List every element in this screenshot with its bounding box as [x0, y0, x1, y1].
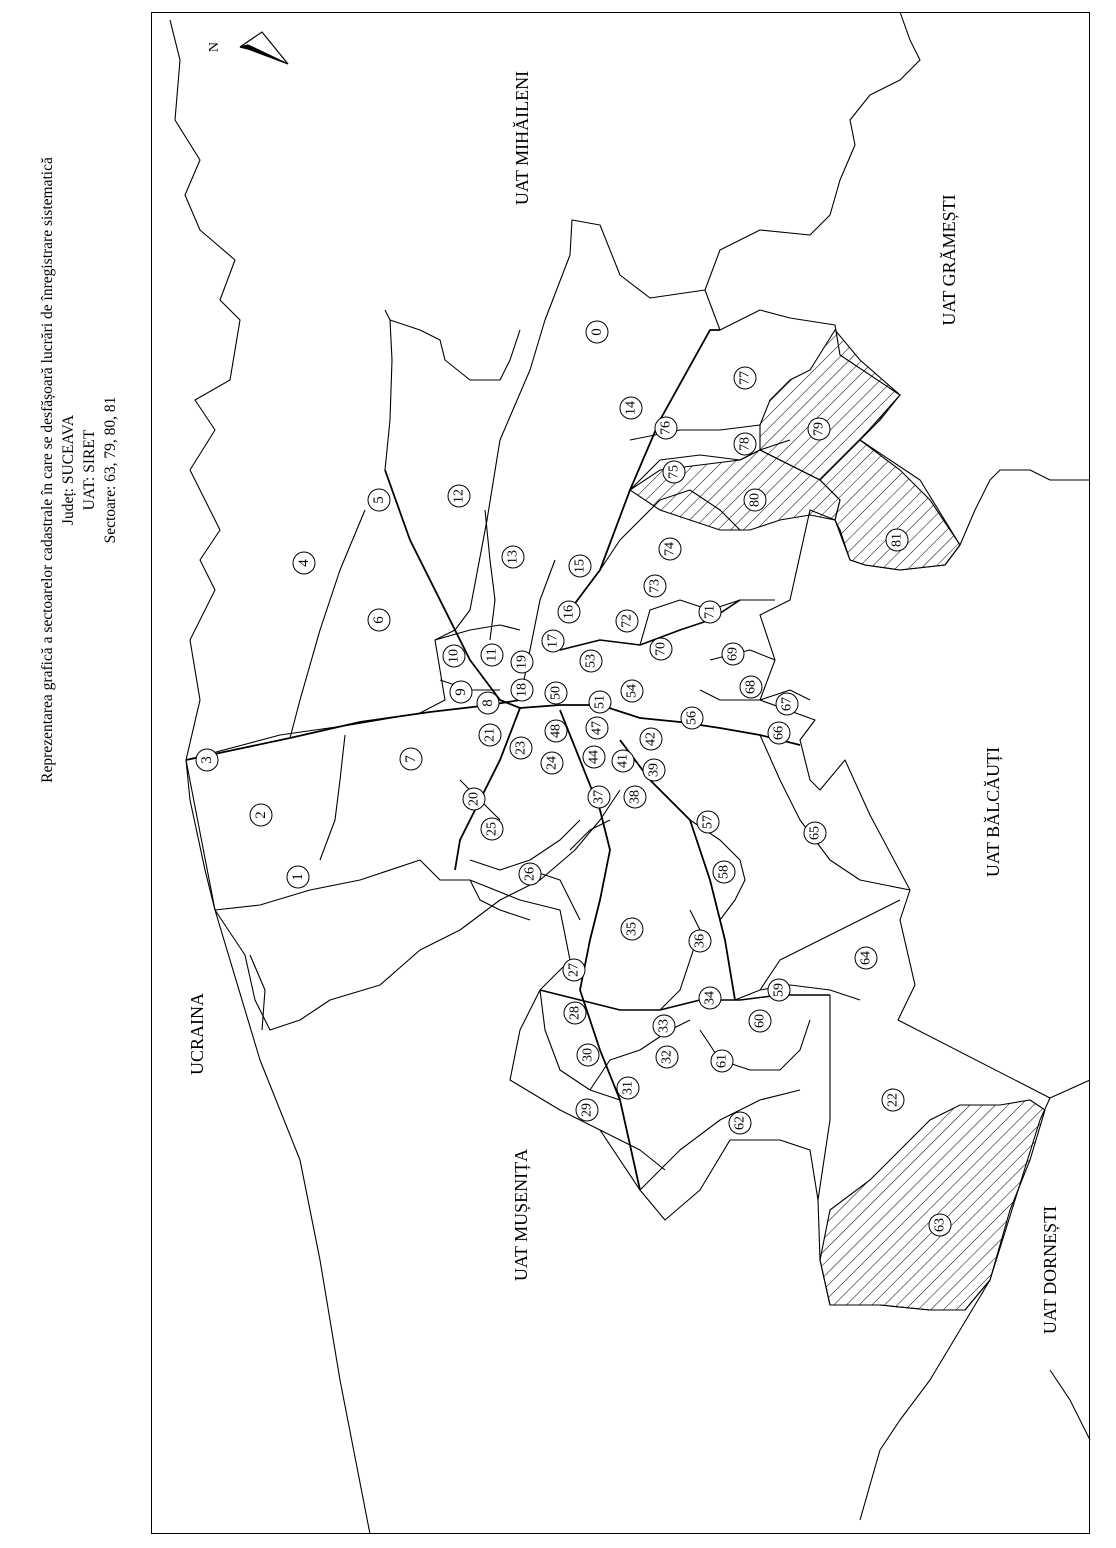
sector-number: 59 [771, 983, 787, 997]
sector-marker-78 [734, 433, 756, 455]
sector-marker-30 [577, 1044, 599, 1066]
sector-marker-20 [463, 788, 485, 810]
sector-marker-60 [749, 1010, 771, 1032]
sector-number: 4 [296, 559, 312, 567]
sector-marker-8 [477, 692, 499, 714]
label-mihaileni: UAT MIHĂILENI [512, 70, 532, 206]
sector-number: 68 [743, 680, 759, 694]
label-balcauti: UAT BĂLCĂUȚI [983, 746, 1003, 878]
sector-marker-21 [479, 724, 501, 746]
sector-63-area [820, 1100, 1045, 1310]
sector-marker-19 [511, 651, 533, 673]
sector-number: 23 [513, 741, 529, 755]
sector-number: 33 [656, 1019, 672, 1033]
sector-boundary [760, 900, 900, 990]
north-label: N [207, 41, 222, 53]
sector-boundary [760, 735, 910, 890]
label-dornesti: UAT DORNEȘTI [1040, 1205, 1060, 1335]
sector-number: 11 [484, 648, 500, 662]
sector-marker-48 [545, 720, 567, 742]
sector-marker-1 [287, 866, 309, 888]
river-siret-2 [250, 955, 265, 1030]
sector-number: 81 [889, 533, 905, 547]
mihaileni-gramesti-border [705, 12, 920, 290]
sector-number: 76 [658, 421, 674, 435]
sector-number: 54 [624, 684, 640, 698]
header-uat: UAT: SIRET [81, 429, 98, 511]
sector-marker-32 [656, 1046, 678, 1068]
sector-marker-5 [368, 489, 390, 511]
label-musenita: UAT MUȘENIȚA [511, 1148, 531, 1282]
sector-number: 8 [480, 699, 496, 707]
sector-marker-16 [558, 601, 580, 623]
sector-marker-74 [659, 538, 681, 560]
sector-marker-15 [569, 555, 591, 577]
sector-marker-37 [588, 786, 610, 808]
sector-number: 65 [807, 826, 823, 840]
sector-marker-71 [699, 601, 721, 623]
sector-marker-14 [620, 397, 642, 419]
sector-number: 70 [653, 642, 669, 656]
sector-boundary [600, 1130, 665, 1170]
sector-number: 77 [737, 371, 753, 385]
sector-number: 3 [199, 756, 215, 764]
sector-number: 78 [737, 437, 753, 451]
sector-marker-39 [643, 759, 665, 781]
sector-marker-42 [640, 728, 662, 750]
sector-marker-58 [713, 861, 735, 883]
ukraine-border-south [186, 760, 370, 1534]
sector-number: 35 [624, 922, 640, 936]
sector-number: 47 [589, 721, 605, 735]
sector-marker-54 [621, 680, 643, 702]
sector-number: 30 [580, 1048, 596, 1062]
header-sectors: Sectoare: 63, 79, 80, 81 [102, 396, 119, 544]
dornesti-border-2 [860, 1280, 990, 1520]
sector-number: 50 [548, 686, 564, 700]
sector-marker-22 [882, 1089, 904, 1111]
sector-number: 73 [647, 579, 663, 593]
sector-marker-25 [481, 818, 503, 840]
sector-number: 53 [583, 654, 599, 668]
sector-number: 36 [692, 934, 708, 948]
sector-number: 14 [623, 401, 639, 415]
sector-marker-56 [681, 707, 703, 729]
sector-number: 29 [579, 1103, 595, 1117]
sector-number: 58 [716, 865, 732, 879]
sector-number: 16 [561, 605, 577, 619]
header-county: Județ: SUCEAVA [60, 414, 77, 526]
sector-number: 74 [662, 542, 678, 556]
sector-marker-59 [768, 979, 790, 1001]
sector-number: 62 [732, 1116, 748, 1130]
sector-number: 80 [747, 493, 763, 507]
sector-marker-53 [580, 650, 602, 672]
sector-number: 32 [659, 1050, 675, 1064]
sector-marker-76 [655, 417, 677, 439]
sector-boundary [485, 510, 495, 640]
sector-number: 17 [545, 634, 561, 648]
sector-number: 0 [589, 328, 605, 336]
sector-marker-18 [511, 679, 533, 701]
sector-marker-47 [586, 717, 608, 739]
sector-boundary [390, 320, 520, 380]
sector-marker-69 [722, 643, 744, 665]
sector-boundary [290, 510, 365, 738]
sector-number: 71 [702, 605, 718, 619]
sector-boundary [320, 735, 345, 860]
sector-number: 22 [885, 1093, 901, 1107]
sector-marker-66 [768, 722, 790, 744]
sector-boundary [818, 995, 830, 1200]
sector-number: 1 [290, 873, 306, 881]
sector-marker-72 [616, 610, 638, 632]
sector-number: 21 [482, 728, 498, 742]
sector-number: 66 [771, 726, 787, 740]
sector-number: 60 [752, 1014, 768, 1028]
dornesti-border [1050, 1080, 1090, 1098]
sector-marker-17 [542, 630, 564, 652]
sector-marker-80 [744, 489, 766, 511]
sector-number: 61 [714, 1054, 730, 1068]
sector-number: 12 [451, 489, 467, 503]
sector-marker-13 [502, 546, 524, 568]
sector-number: 64 [858, 951, 874, 965]
sector-marker-28 [564, 1002, 586, 1024]
header-title: Reprezentarea grafică a sectoarelor cadastrale în care se desfășoară lucrări de înregistrare sistematică [39, 157, 56, 783]
sector-marker-38 [624, 786, 646, 808]
sector-marker-2 [250, 804, 272, 826]
sector-marker-3 [196, 749, 218, 771]
sector-number: 57 [700, 815, 716, 829]
sector-number: 20 [466, 792, 482, 806]
sector-marker-44 [583, 746, 605, 768]
sector-marker-11 [481, 644, 503, 666]
sector-number: 10 [446, 649, 462, 663]
sector-marker-33 [653, 1015, 675, 1037]
sector-number: 19 [514, 655, 530, 669]
sector-number: 2 [253, 811, 269, 819]
sector-number: 67 [779, 697, 795, 711]
sector-number: 28 [567, 1006, 583, 1020]
sector-boundary [660, 910, 700, 1010]
sector-marker-0 [586, 321, 608, 343]
ukraine-border [170, 20, 240, 760]
sector-marker-67 [776, 693, 798, 715]
sector-number: 75 [666, 465, 682, 479]
sector-marker-10 [443, 645, 465, 667]
sector-number: 79 [811, 422, 827, 436]
sector-marker-68 [740, 676, 762, 698]
sector-number: 38 [627, 790, 643, 804]
label-ucraina: UCRAINA [187, 992, 207, 1076]
sector-marker-31 [617, 1077, 639, 1099]
sector-number: 26 [522, 867, 538, 881]
sector-marker-79 [808, 418, 830, 440]
sector-marker-24 [541, 752, 563, 774]
sector-number: 15 [572, 559, 588, 573]
sector-number: 42 [643, 732, 659, 746]
sector-number: 39 [646, 763, 662, 777]
sector-boundary [385, 310, 392, 470]
sector-number: 56 [684, 711, 700, 725]
sector-marker-73 [644, 575, 666, 597]
sector-number: 25 [484, 822, 500, 836]
sector-marker-65 [804, 822, 826, 844]
sector-number: 31 [620, 1081, 636, 1095]
sector-number: 48 [548, 724, 564, 738]
sector-marker-70 [650, 638, 672, 660]
sector-marker-62 [729, 1112, 751, 1134]
main-road-ne [385, 470, 520, 708]
sector-marker-4 [293, 552, 315, 574]
sector-number: 24 [544, 756, 560, 770]
sector-marker-7 [400, 748, 422, 770]
sector-number: 27 [566, 963, 582, 977]
sector-number: 18 [514, 683, 530, 697]
sector-marker-12 [448, 485, 470, 507]
sector-marker-50 [545, 682, 567, 704]
sector-number: 34 [702, 991, 718, 1005]
sector-number: 13 [505, 550, 521, 564]
sector-number: 63 [932, 1218, 948, 1232]
sector-marker-29 [576, 1099, 598, 1121]
sector-number: 72 [619, 614, 635, 628]
sector-number: 51 [592, 695, 608, 709]
sector-marker-27 [563, 959, 585, 981]
sector-marker-35 [621, 918, 643, 940]
sector-number: 6 [371, 616, 387, 624]
sector-number: 41 [615, 754, 631, 768]
sector-marker-77 [734, 367, 756, 389]
sector-marker-81 [886, 529, 908, 551]
sector-marker-26 [519, 863, 541, 885]
sector-marker-75 [663, 461, 685, 483]
main-road-nw [186, 700, 520, 760]
north-arrow [207, 32, 288, 64]
sector-marker-34 [699, 987, 721, 1009]
sector-marker-57 [697, 811, 719, 833]
label-gramesti: UAT GRĂMEȘTI [939, 194, 959, 326]
sector-boundary [435, 625, 520, 640]
sector-marker-41 [612, 750, 634, 772]
sector-marker-36 [689, 930, 711, 952]
sector-marker-9 [450, 681, 472, 703]
sector-number: 37 [591, 790, 607, 804]
gramesti-balcauti-border [960, 470, 1090, 545]
sector-marker-51 [589, 691, 611, 713]
sector-number: 5 [371, 496, 387, 504]
sector-marker-63 [929, 1214, 951, 1236]
sector-number: 69 [725, 647, 741, 661]
sector-marker-64 [855, 947, 877, 969]
sector-marker-6 [368, 609, 390, 631]
river-meander [1050, 1370, 1090, 1440]
main-road-south [560, 710, 640, 1190]
sector-number: 44 [586, 750, 602, 764]
sector-number: 7 [403, 755, 419, 763]
sector-number: 9 [453, 688, 469, 696]
sector-marker-61 [711, 1050, 733, 1072]
sector-marker-23 [510, 737, 532, 759]
